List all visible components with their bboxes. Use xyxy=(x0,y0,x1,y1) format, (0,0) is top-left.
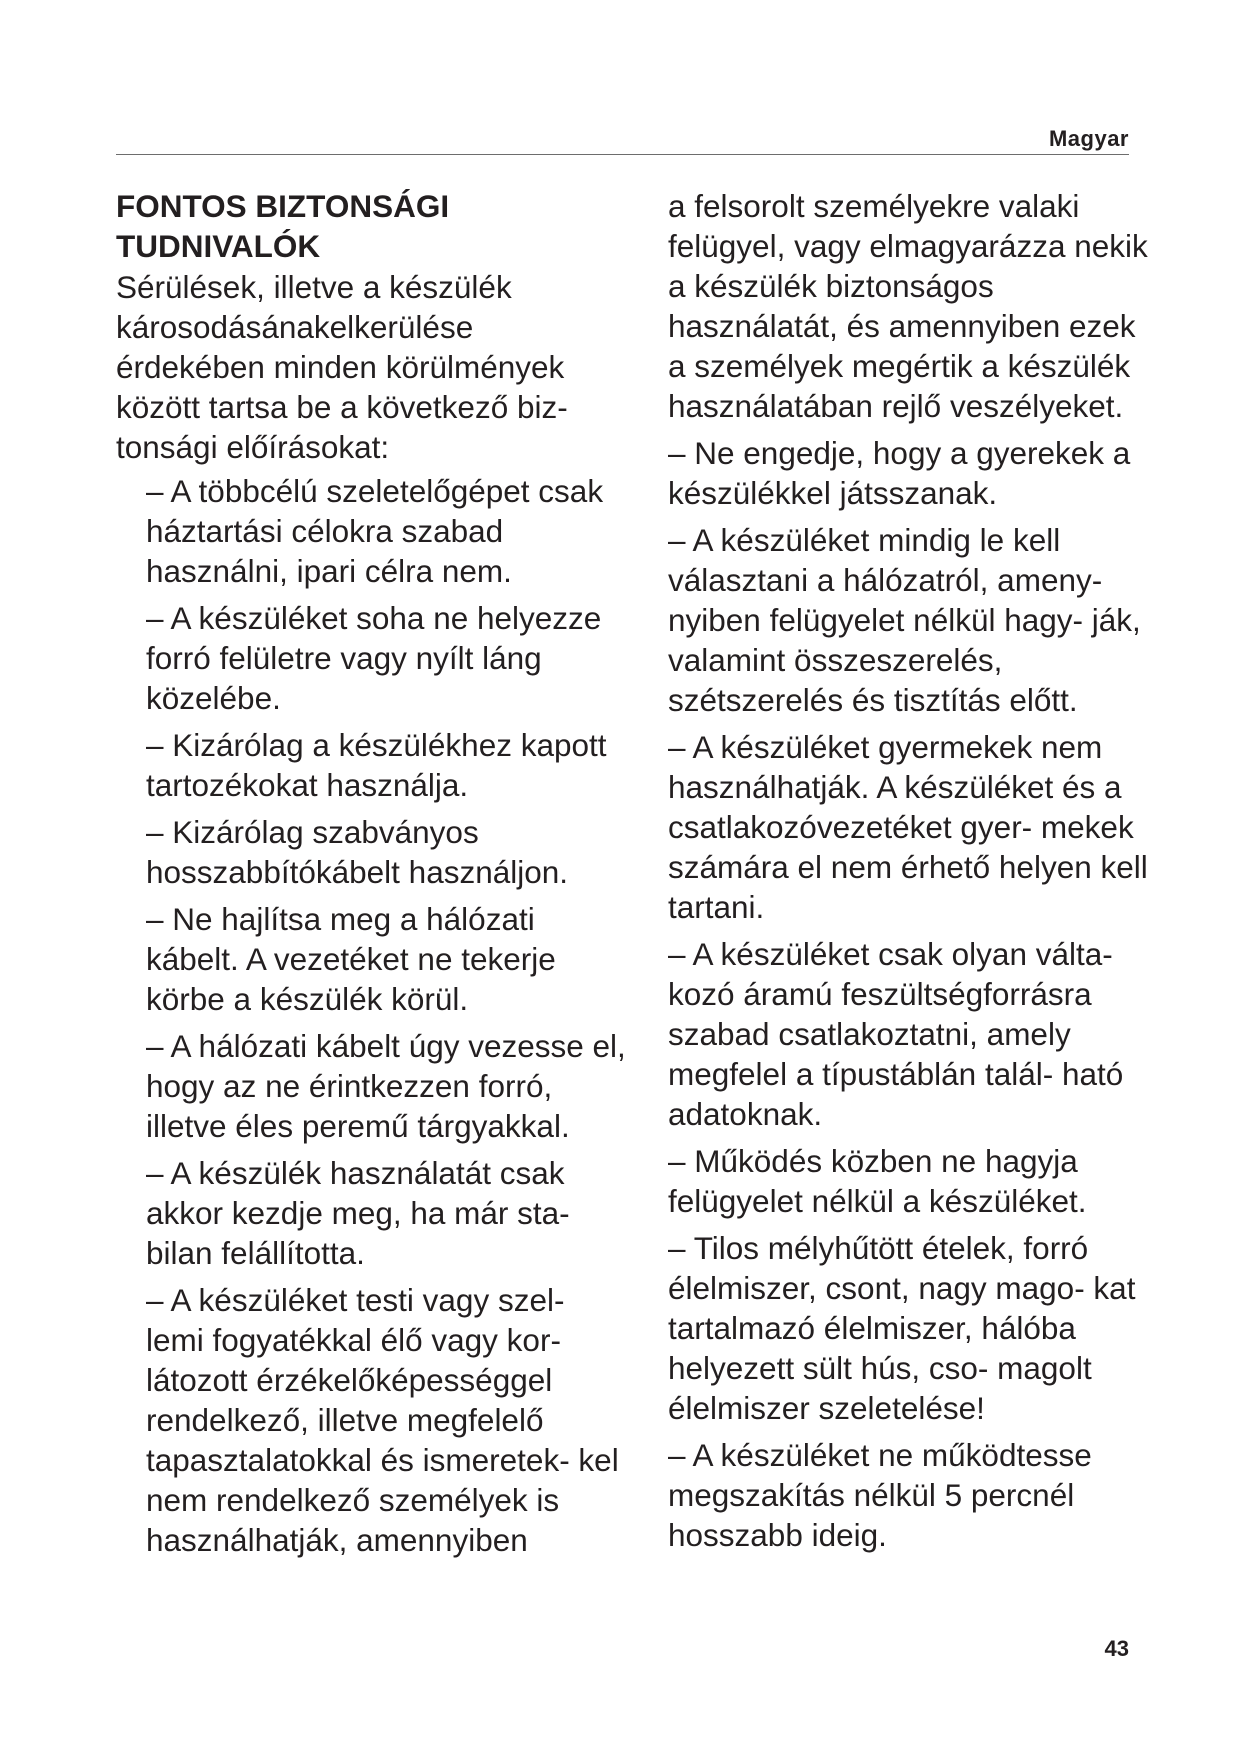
section-title: FONTOS BIZTONSÁGI TUDNIVALÓK xyxy=(116,188,450,264)
header-language: Magyar xyxy=(1048,126,1129,151)
list-item: – Tilos mélyhűtött ételek, forró élelmiszer, csont, nagy mago- kat tartalmazó élelmiszer, hálóba helyezett sült hús, cso- magolt élelmiszer szeletelése! xyxy=(668,1230,1136,1426)
list-item: – A készüléket gyermekek nem használhatják. A készüléket és a csatlakozóvezetéket gyer- mekek számára el nem érhető helyen kell tartani. xyxy=(668,729,1148,925)
list-item: – Kizárólag a készülékhez kapott tartozékokat használja. xyxy=(146,727,607,803)
list-item: – A többcélú szeletelőgépet csak háztartási célokra szabad használni, ipari célra nem. xyxy=(146,473,604,589)
list-item: – A készüléket mindig le kell választani a hálózatról, ameny- nyiben felügyelet nélkül hagy- ják, valamint összeszerelés, szétszerelés és tisztítás előtt. xyxy=(668,522,1141,718)
right-column xyxy=(668,186,1148,1562)
list-item: – A hálózati kábelt úgy vezesse el, hogy az ne érintkezzen forró, illetve éles peremű tárgyakkal. xyxy=(146,1028,626,1144)
list-item: – Ne engedje, hogy a gyerekek a készülékkel játsszanak. xyxy=(668,435,1131,511)
intro-paragraph: Sérülések, illetve a készülék károsodásánakelkerülése érdekében minden körülmények között tartsa be a következő biz- tonsági előírásokat: xyxy=(116,269,568,465)
list-item: – A készüléket soha ne helyezze forró felületre vagy nyílt láng közelébe. xyxy=(146,600,602,716)
header-divider xyxy=(116,154,1129,155)
left-column xyxy=(116,186,636,1567)
list-item: – A készüléket testi vagy szel- lemi fogyatékkal élő vagy kor- látozott érzékelőképességgel rendelkező, illetve megfelelő tapasztalatokkal és ismeretek- kel nem rendelkező személyek is használhatják, amennyiben xyxy=(146,1282,619,1558)
list-item: – Működés közben ne hagyja felügyelet nélkül a készüléket. xyxy=(668,1143,1087,1219)
list-item: – Ne hajlítsa meg a hálózati kábelt. A vezetéket ne tekerje körbe a készülék körül. xyxy=(146,901,556,1017)
list-item: – A készüléket csak olyan válta- kozó áramú feszültségforrásra szabad csatlakoztatni, amely megfelel a típustáblán talál- ható adatoknak. xyxy=(668,936,1124,1132)
continuation-paragraph: a felsorolt személyekre valaki felügyel, vagy elmagyarázza nekik a készülék biztonságos használatát, és amennyiben ezek a személyek megértik a készülék használatában rejlő veszélyeket. xyxy=(668,188,1148,424)
list-item: – A készülék használatát csak akkor kezdje meg, ha már sta- bilan felállította. xyxy=(146,1155,570,1271)
list-item: – A készüléket ne működtesse megszakítás nélkül 5 percnél hosszabb ideig. xyxy=(668,1437,1092,1553)
page-number: 43 xyxy=(1104,1636,1129,1661)
list-item: – Kizárólag szabványos hosszabbítókábelt használjon. xyxy=(146,814,569,890)
